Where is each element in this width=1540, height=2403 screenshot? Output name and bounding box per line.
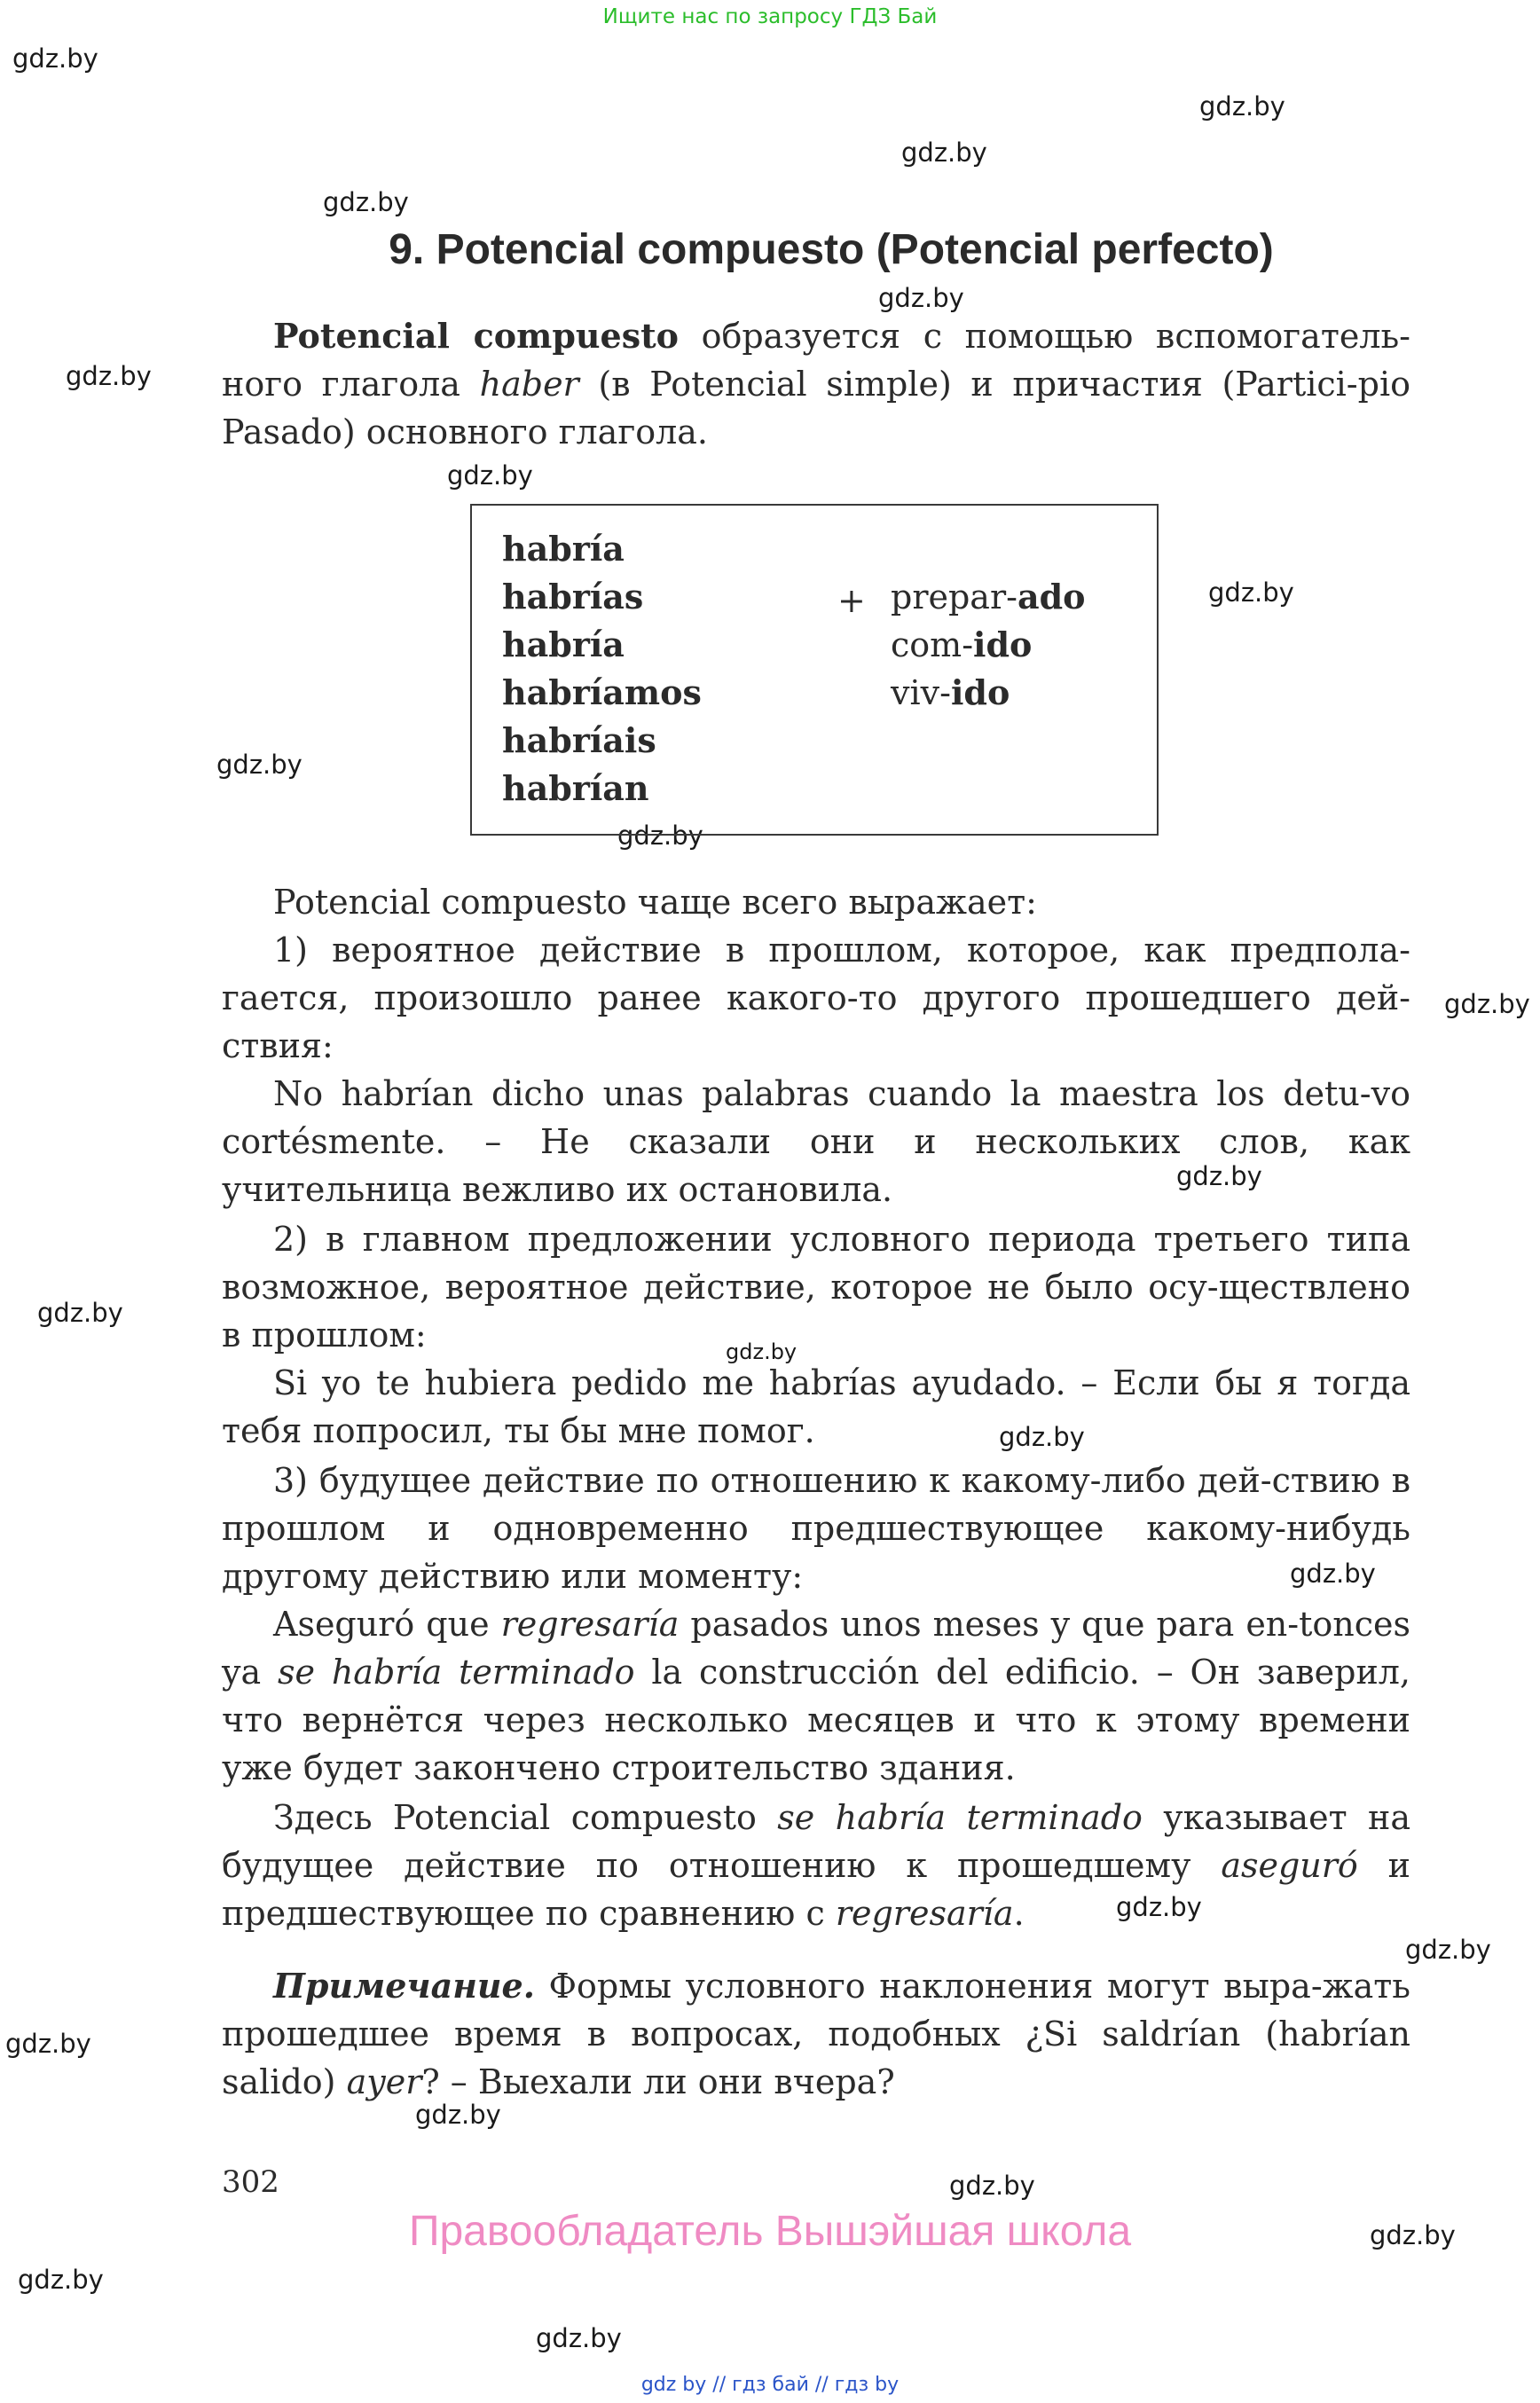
- watermark: gdz.by: [447, 460, 533, 491]
- note-paragraph: [222, 1962, 1410, 2106]
- search-banner[interactable]: Ищите нас по запросу ГДЗ Бай: [602, 5, 938, 28]
- watermark: gdz.by: [66, 361, 152, 391]
- intro-text: (в Potencial simple) и причастия (Partici-pio Pasado) основного глагола.: [222, 365, 1411, 452]
- example-text: pasados unos meses y que para en-tonces ya: [222, 1605, 1411, 1692]
- note-text: Формы условного наклонения могут выра-жать прошедшее время в вопросах, подобных ¿Si saldrían (habrían salido): [222, 1967, 1410, 2101]
- watermark: gdz.by: [999, 1422, 1085, 1452]
- watermark: gdz.by: [1370, 2220, 1456, 2250]
- watermark: gdz.by: [415, 2100, 501, 2130]
- watermark: gdz.by: [901, 137, 987, 168]
- participle-form: [891, 672, 1010, 712]
- term-bold: Potencial compuesto: [273, 316, 679, 356]
- watermark: gdz.by: [726, 1339, 798, 1364]
- watermark: gdz.by: [5, 2029, 91, 2059]
- intro-paragraph: [222, 312, 1410, 456]
- usage-item-3: 3) будущее действие по отношению к какому-либо дей-ствию в прошлом и одновременно предшествующее какому-нибудь другому действию или моменту:: [222, 1461, 1410, 1596]
- participle-ending: ado: [1017, 577, 1086, 616]
- aux-form: habrías: [502, 577, 644, 616]
- watermark: gdz.by: [1208, 577, 1294, 608]
- example-2: Si yo te hubiera pedido me habrías ayudado. – Если бы я тогда тебя попросил, ты бы мне помог.: [222, 1363, 1410, 1450]
- aux-form: habrían: [502, 768, 649, 808]
- aux-form: habríais: [502, 720, 656, 760]
- watermark: gdz.by: [617, 821, 703, 851]
- watermark: gdz.by: [1405, 1935, 1491, 1965]
- participle-stem: com-: [891, 625, 974, 664]
- page-number: 302: [222, 2164, 279, 2200]
- watermark: gdz.by: [37, 1298, 123, 1328]
- watermark: gdz.by: [1444, 989, 1530, 1019]
- watermark: gdz.by: [1116, 1892, 1202, 1922]
- example-text: la construcción del edificio. – Он заверил, что вернётся через несколько месяцев и что к этому времени уже будет закончено строительство здания.: [222, 1653, 1411, 1787]
- expl-italic: aseguró: [1221, 1846, 1358, 1885]
- aux-form: habríamos: [502, 672, 702, 712]
- watermark: gdz.by: [1176, 1161, 1262, 1191]
- footer-links[interactable]: gdz by // гдз бай // гдз by: [640, 2374, 900, 2396]
- expl-text: указывает на будущее действие по отношению к прошедшему: [222, 1798, 1410, 1885]
- expl-italic: regresaría: [835, 1894, 1014, 1933]
- example-text: Aseguró que: [273, 1605, 501, 1644]
- aux-form: habría: [502, 624, 625, 664]
- usage-intro: Potencial compuesto чаще всего выражает:: [273, 883, 1037, 922]
- participle-form: [891, 624, 1033, 664]
- section-title: 9. Potencial compuesto (Potencial perfecto): [389, 226, 1274, 273]
- usage-item-1: 1) вероятное действие в прошлом, которое, как предпола-гается, произошло ранее какого-то другого прошедшего дей-ствия:: [222, 931, 1410, 1065]
- watermark: gdz.by: [216, 750, 302, 780]
- intro-text: образуется с помощью вспомогатель-ного глагола: [222, 317, 1410, 404]
- expl-text: .: [1013, 1894, 1025, 1933]
- watermark: gdz.by: [949, 2171, 1035, 2201]
- watermark: gdz.by: [323, 187, 409, 217]
- expl-text: Здесь Potencial compuesto: [273, 1798, 778, 1837]
- plus-sign: +: [837, 581, 866, 620]
- haber-italic: haber: [479, 365, 579, 404]
- watermark: gdz.by: [12, 43, 98, 74]
- usage-item-2: 2) в главном предложении условного периода третьего типа возможное, вероятное действие, которое не было осу-ществлено в прошлом:: [222, 1220, 1410, 1355]
- note-text: ? – Выехали ли они вчера?: [421, 2062, 895, 2101]
- watermark: gdz.by: [878, 283, 964, 313]
- watermark: gdz.by: [1199, 91, 1285, 122]
- copyright-notice: Правообладатель Вышэйшая школа: [408, 2208, 1132, 2255]
- example-1: No habrían dicho unas palabras cuando la maestra los detu-vo cortésmente. – Не сказали они и нескольких слов, как учительница вежливо их остановила.: [222, 1074, 1410, 1209]
- example-italic: regresaría: [500, 1605, 680, 1644]
- watermark: gdz.by: [1290, 1559, 1376, 1589]
- participle-form: [891, 577, 1086, 616]
- participle-ending: ido: [950, 672, 1010, 712]
- expl-italic: se habría terminado: [777, 1798, 1143, 1837]
- note-label: Примечание.: [273, 1966, 535, 2006]
- example-italic: se habría terminado: [277, 1653, 635, 1692]
- participle-stem: viv-: [891, 673, 951, 712]
- watermark: gdz.by: [18, 2265, 104, 2295]
- example-3: [222, 1600, 1410, 1792]
- explanation: [222, 1794, 1410, 1937]
- expl-text: и предшествующее по сравнению с: [222, 1846, 1411, 1933]
- participle-ending: ido: [973, 624, 1033, 664]
- note-italic: ayer: [346, 2062, 422, 2101]
- participle-stem: prepar-: [891, 577, 1018, 616]
- aux-form: habría: [502, 529, 625, 569]
- watermark: gdz.by: [536, 2323, 622, 2353]
